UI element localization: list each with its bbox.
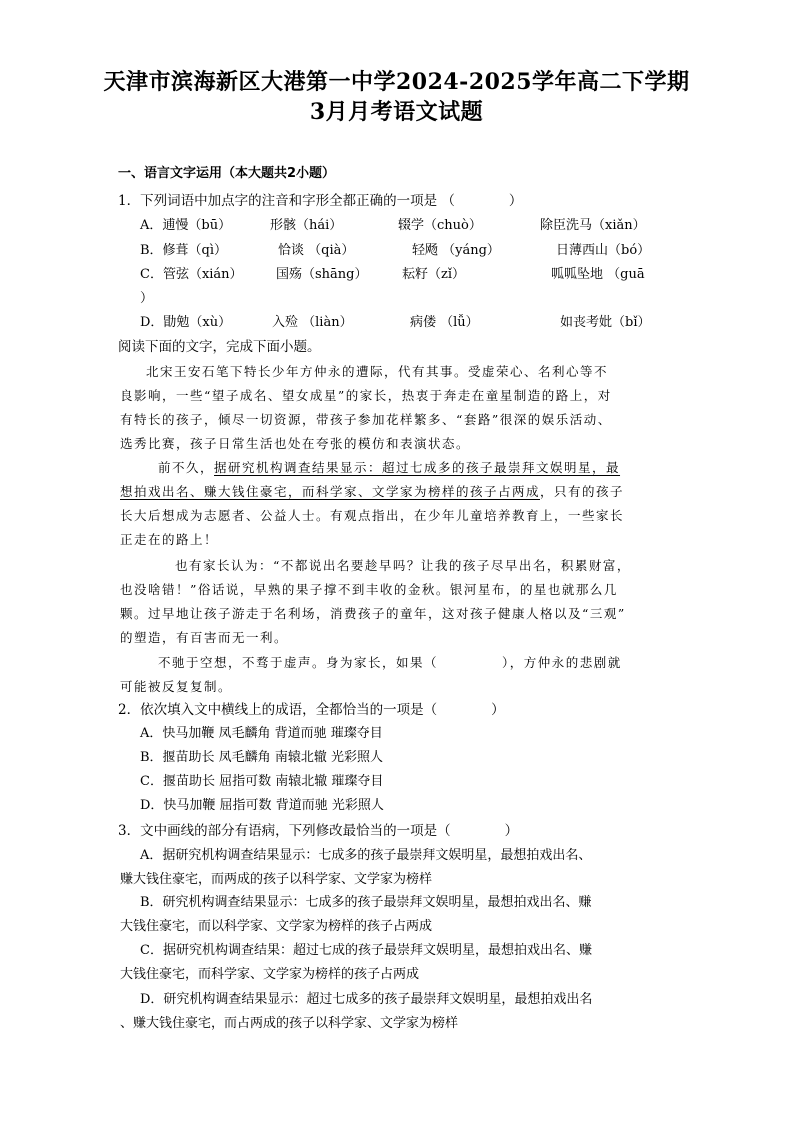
exam-title-line1: 天津市滨海新区大港第一中学2024-2025学年高二下学期 <box>103 69 690 95</box>
q1-option-c-wrap: ） <box>140 291 154 306</box>
q3-option-b-line1: B．研究机构调查结果显示：七成多的孩子最崇拜文娱明星，最想拍戏出名、赚 <box>140 895 592 910</box>
q3-option-b-line2: 大钱住豪宅，而以科学家、文学家为榜样的孩子占两成 <box>120 919 433 934</box>
q1-option-d-1: D．勖勉（xù） <box>140 315 232 330</box>
q1-option-b-1: B．修葺（qì） <box>140 243 228 258</box>
passage-p1-line1: 北宋王安石笔下特长少年方仲永的遭际，代有其事。受虚荣心、名利心等不 <box>146 364 609 379</box>
q1-option-d-2: 入殓 （liàn） <box>272 315 353 330</box>
q1-option-b-2: 恰谈 （qià） <box>278 243 355 258</box>
passage-underlined-part1: 据研究机构调查结果显示：超过七成多的孩子最崇拜文娱明星，最 <box>214 460 621 475</box>
passage-p2-line3: 长大后想成为志愿者、公益人士。有观点指出，在少年儿童培养教育上，一些家长 <box>120 508 625 523</box>
q1-stem: 1．下列词语中加点字的注音和字形全都正确的一项是 （ ） <box>118 193 523 209</box>
passage-p1-line4: 选秀比赛，孩子日常生活也处在夸张的模仿和表演状态。 <box>120 436 471 451</box>
q1-option-a-4: 除臣洗马（xiǎn） <box>540 218 646 233</box>
q1-option-a-2: 形骸（hái） <box>270 218 343 233</box>
q1-option-a-1: A．逋慢（bū） <box>140 218 232 233</box>
q1-option-a-3: 辍学（chuò） <box>398 218 482 233</box>
q3-option-c-line1: C．据研究机构调查结果：超过七成的孩子最崇拜文娱明星，最想拍戏出名、赚 <box>140 943 592 958</box>
q2-option-b: B．揠苗助长 凤毛麟角 南辕北辙 光彩照人 <box>140 750 383 765</box>
exam-title-line2: 3月月考语文试题 <box>309 99 484 125</box>
q1-option-c-3: 耘籽（zǐ） <box>402 267 466 282</box>
q3-stem: 3．文中画线的部分有语病，下列修改最恰当的一项是（ ） <box>118 823 519 839</box>
q3-option-c-line2: 大钱住豪宅，而科学家、文学家为榜样的孩子占两成 <box>120 967 420 982</box>
reading-intro: 阅读下面的文字，完成下面小题。 <box>118 339 321 355</box>
q2-option-d: D．快马加鞭 屈指可数 背道而驰 光彩照人 <box>140 798 384 813</box>
q1-option-d-4: 如丧考妣（bǐ） <box>560 315 651 330</box>
passage-p2-end: ，只有的孩子 <box>540 484 625 499</box>
q1-option-c-2: 国殇（shāng） <box>276 267 368 282</box>
passage-p2-line4: 正走在的路上！ <box>120 532 219 547</box>
q3-option-a-line2: 赚大钱住豪宅，而两成的孩子以科学家、文学家为榜样 <box>120 872 433 887</box>
passage-p2-line1 <box>158 458 620 478</box>
q1-option-c-1: C．管弦（xián） <box>140 267 243 282</box>
passage-p4-line1 <box>158 653 622 673</box>
passage-p4-part-b: ），方仲永的悲剧就 <box>502 655 622 670</box>
q3-option-d-line1: D．研究机构调查结果显示：超过七成多的孩子最崇拜文娱明星，最想拍戏出名 <box>140 992 593 1007</box>
passage-p3-line4: 的塑造，有百害而无一利。 <box>120 630 289 645</box>
q2-stem: 2．依次填入文中横线上的成语，全都恰当的一项是（ ） <box>118 702 505 718</box>
section-heading: 一、语言文字运用（本大题共2小题） <box>118 166 336 181</box>
q2-option-c: C．揠苗助长 屈指可数 南辕北辙 璀璨夺目 <box>140 774 384 789</box>
q3-option-d-line2: 、赚大钱住豪宅，而占两成的孩子以科学家、文学家为榜样 <box>120 1016 459 1031</box>
passage-p4-part-a: 不驰于空想，不骛于虚声。身为家长，如果（ <box>158 655 439 670</box>
passage-p1-line3: 有特长的孩子，倾尽一切资源，带孩子参加花样繁多、“套路”很深的娱乐活动、 <box>120 412 612 427</box>
q1-option-b-4: 日薄西山（bó） <box>556 243 651 258</box>
passage-p2-line2 <box>120 482 624 502</box>
passage-p2-start: 前不久， <box>158 460 215 475</box>
q1-option-d-3: 病偻 （lǚ） <box>410 315 479 330</box>
passage-p3-line2: 也没啥错！”俗话说，早熟的果子撑不到丰收的金秋。银河星布，的星也就那么几 <box>120 582 618 597</box>
passage-p4-line2: 可能被反复复制。 <box>120 679 233 694</box>
passage-p3-line1: 也有家长认为：“不都说出名要趁早吗？让我的孩子尽早出名，积累财富， <box>175 558 631 573</box>
q1-option-c-4: 呱呱坠地 （guā <box>551 267 645 282</box>
passage-underlined-part2: 想拍戏出名、赚大钱住豪宅，而科学家、文学家为榜样的孩子占两成 <box>120 484 541 499</box>
passage-p1-line2: 良影响，一些“望子成名、望女成星”的家长，热衷于奔走在童星制造的路上，对 <box>120 388 612 403</box>
q3-option-a-line1: A．据研究机构调查结果显示：七成多的孩子最崇拜文娱明星，最想拍戏出名、 <box>140 848 592 863</box>
q2-option-a: A．快马加鞭 凤毛麟角 背道而驰 璀璨夺目 <box>140 726 383 741</box>
q1-option-b-3: 轻飏 （yáng） <box>412 243 500 258</box>
passage-p3-line3: 颗。过早地让孩子游走于名利场，消费孩子的童年，这对孩子健康人格以及“三观” <box>120 606 626 621</box>
